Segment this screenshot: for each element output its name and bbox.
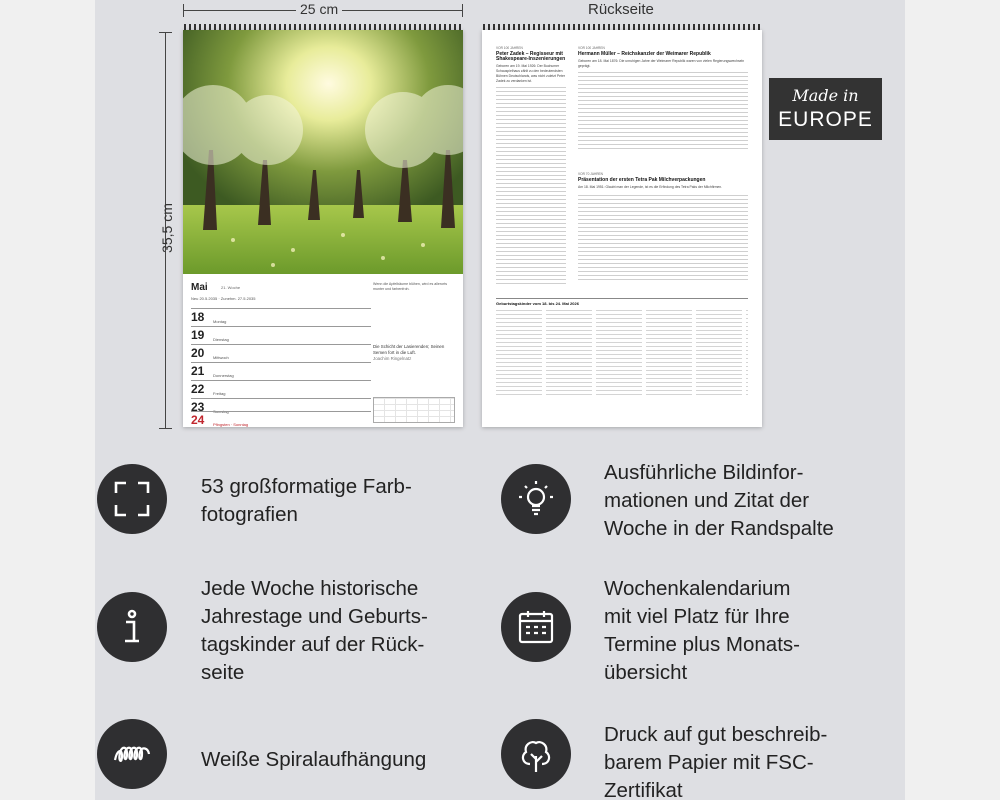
day-number: 24 [191, 413, 205, 427]
back-column-1 [496, 46, 566, 296]
feature-line: 53 großformatige Farb- [201, 475, 412, 498]
badge-line-1: Made in [792, 86, 859, 105]
height-label: 35,5 cm [159, 203, 175, 253]
birthdays-title: Geburtstagskinder vom 18. bis 24. Mai 2026 [496, 301, 579, 306]
feature-line: übersicht [604, 661, 688, 684]
anniversary-text: Am 18. Mai 1951: Glaubt man der Legende, ist es die Erfindung des Tetra Paks der Milchfirmen. [578, 185, 723, 189]
anniversary-text: Geboren am 19. Mai 1926: Der Buchumer Schauspielhaus zählt zu den bedeutendsten Bühnen Deutschlands, was nicht zuletzt Peter Zadek zu verdanken ist. [496, 64, 565, 83]
day-row [191, 398, 371, 414]
day-label: Freitag [213, 391, 226, 396]
tree-icon [516, 734, 556, 774]
feature-line: mationen und Zitat der [604, 489, 810, 512]
back-column-2 [578, 46, 748, 166]
day-label: Pfingsten · Sonntag [213, 422, 249, 427]
week-calendar [183, 274, 463, 427]
badge-line-2: EUROPE [778, 108, 873, 131]
day-number: 23 [191, 400, 205, 414]
day-label: Donnerstag [213, 373, 234, 378]
orchard-photo [183, 30, 463, 274]
day-row [191, 326, 371, 344]
feature-icon-circle [97, 719, 167, 789]
feature-line: Wochenkalendarium [604, 577, 791, 600]
made-in-europe-badge [769, 78, 882, 140]
feature-line: Zertifikat [604, 779, 683, 800]
width-tick-right [462, 4, 463, 17]
quote-text: Die Schicht der Lasierenden; Seinen Semen fort in die Luft. [373, 344, 445, 355]
anniversary-tag: VOR 100 JAHREN [578, 46, 605, 50]
width-tick-left [183, 4, 184, 17]
moon-phase-info: Neu 20.5.2035 · Zunehm. 27.5.2035 [191, 296, 256, 301]
feature-text [604, 721, 827, 800]
feature-line: seite [201, 661, 245, 684]
feature-icon-circle [501, 592, 571, 662]
day-label: Mittwoch [213, 355, 229, 360]
calendar-icon [516, 607, 556, 647]
feature-text [201, 473, 412, 529]
feature-text [201, 746, 426, 774]
height-tick-top [159, 32, 172, 33]
orchard-image [183, 30, 463, 274]
feature-line: Jede Woche historische [201, 577, 419, 600]
birthdays-list [496, 308, 748, 398]
back-side-label: Rückseite [584, 1, 658, 18]
height-tick-bottom [159, 428, 172, 429]
day-label: Dienstag [213, 337, 229, 342]
day-row [191, 308, 371, 326]
anniversary-title: Präsentation der ersten Tetra Pak Milchverpackungen [578, 177, 706, 183]
feature-line: Druck auf gut beschreib- [604, 723, 828, 746]
feature-line: mit viel Platz für Ihre [604, 605, 790, 628]
back-calendar-sheet [482, 30, 762, 427]
divider [496, 298, 748, 299]
feature-icon-circle [97, 464, 167, 534]
feature-line: Jahrestage und Geburts- [201, 605, 428, 628]
feature-icon-circle [501, 719, 571, 789]
lightbulb-icon [516, 479, 556, 519]
day-row-holiday [191, 411, 371, 425]
width-label: 25 cm [296, 1, 342, 17]
text-filler [496, 87, 566, 287]
feature-text [201, 575, 428, 687]
day-number: 22 [191, 382, 205, 396]
spiral-icon [112, 734, 152, 774]
day-row [191, 362, 371, 380]
anniversary-tag: VOR 70 JAHREN [578, 172, 603, 176]
feature-icon-circle [501, 464, 571, 534]
quote-of-week [373, 344, 455, 362]
quote-author: Joachim Ringelnatz [373, 356, 412, 361]
anniversary-tag: VOR 100 JAHREN [496, 46, 523, 50]
day-number: 18 [191, 310, 205, 324]
text-filler [578, 193, 748, 283]
feature-line: Weiße Spiralaufhängung [201, 748, 427, 771]
week-number: 21. Woche [221, 285, 241, 290]
photo-info-text: Wenn die Apfelbäume blühen, wird es allerorts munter und farbenfroh. [373, 282, 448, 291]
month-title: Mai [191, 282, 208, 293]
anniversary-title: Peter Zadek – Regisseur mit Shakespeare-Inszenierungen [496, 51, 566, 62]
anniversary-title: Hermann Müller – Reichskanzler der Weimarer Republik [578, 51, 711, 57]
day-label: Montag [213, 319, 227, 324]
front-calendar-sheet [183, 30, 463, 427]
day-number: 19 [191, 328, 205, 342]
birthdays-section [496, 301, 748, 411]
feature-line: Woche in der Randspalte [604, 517, 834, 540]
feature-text [604, 575, 800, 687]
back-column-3 [578, 172, 748, 296]
day-number: 21 [191, 364, 205, 378]
info-icon [112, 607, 152, 647]
feature-icon-circle [97, 592, 167, 662]
day-row [191, 380, 371, 398]
month-overview-grid [373, 397, 455, 423]
anniversary-text: Geboren am 18. Mai 1876: Die unruhigen Jahre der Weimarer Republik waren von vielen Regierungswechseln geprägt. [578, 59, 745, 68]
expand-icon [112, 479, 152, 519]
feature-line: tagskinder auf der Rück- [201, 633, 425, 656]
day-row [191, 344, 371, 362]
day-number: 20 [191, 346, 205, 360]
feature-line: Termine plus Monats- [604, 633, 800, 656]
feature-line: barem Papier mit FSC- [604, 751, 814, 774]
feature-text [604, 459, 834, 543]
day-label: Samstag [213, 409, 229, 414]
feature-line: Ausführliche Bildinfor- [604, 461, 804, 484]
text-filler [578, 72, 748, 152]
feature-line: fotografien [201, 503, 298, 526]
